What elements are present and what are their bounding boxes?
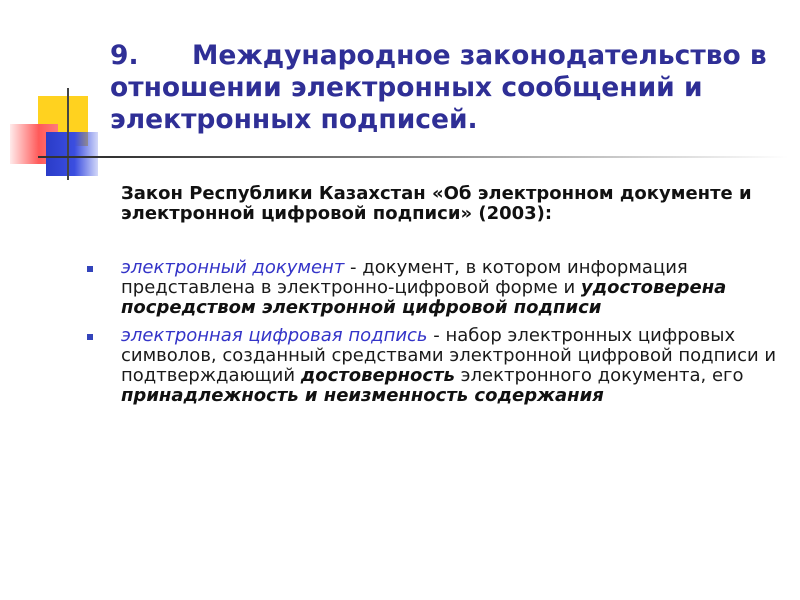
decorative-blue-square <box>46 132 98 176</box>
bullet-square-icon <box>87 266 93 272</box>
definition-term: электронная цифровая подпись <box>121 325 428 346</box>
list-item <box>86 326 786 406</box>
definition-emphasis: принадлежность и неизменность содержания <box>121 385 604 406</box>
decorative-vertical-line <box>67 88 69 180</box>
definition-term: электронный документ <box>121 257 345 278</box>
definition-text: - набор электронных цифровых символов, созданный средствами электронной цифровой подписи и подтверждающий <box>121 325 777 386</box>
definition-list <box>86 258 786 414</box>
title-divider-line <box>38 156 788 158</box>
slide-title <box>110 40 790 136</box>
definition-emphasis: удостоверена посредством электронной цифровой подписи <box>121 277 727 318</box>
definition-text: - документ, в котором информация представлена в электронно-цифровой форме и <box>121 257 688 298</box>
slide-title-text: Международное законодательство в отношении электронных сообщений и электронных подписей. <box>110 40 767 135</box>
definition-emphasis: достоверность <box>300 365 455 386</box>
law-reference: Закон Республики Казахстан «Об электронном документе и электронной цифровой подписи» (2003): <box>121 183 752 224</box>
bullet-square-icon <box>87 334 93 340</box>
slide-title-number: 9. <box>110 40 139 71</box>
definition-text: электронного документа, его <box>454 365 744 386</box>
list-item <box>86 258 786 318</box>
